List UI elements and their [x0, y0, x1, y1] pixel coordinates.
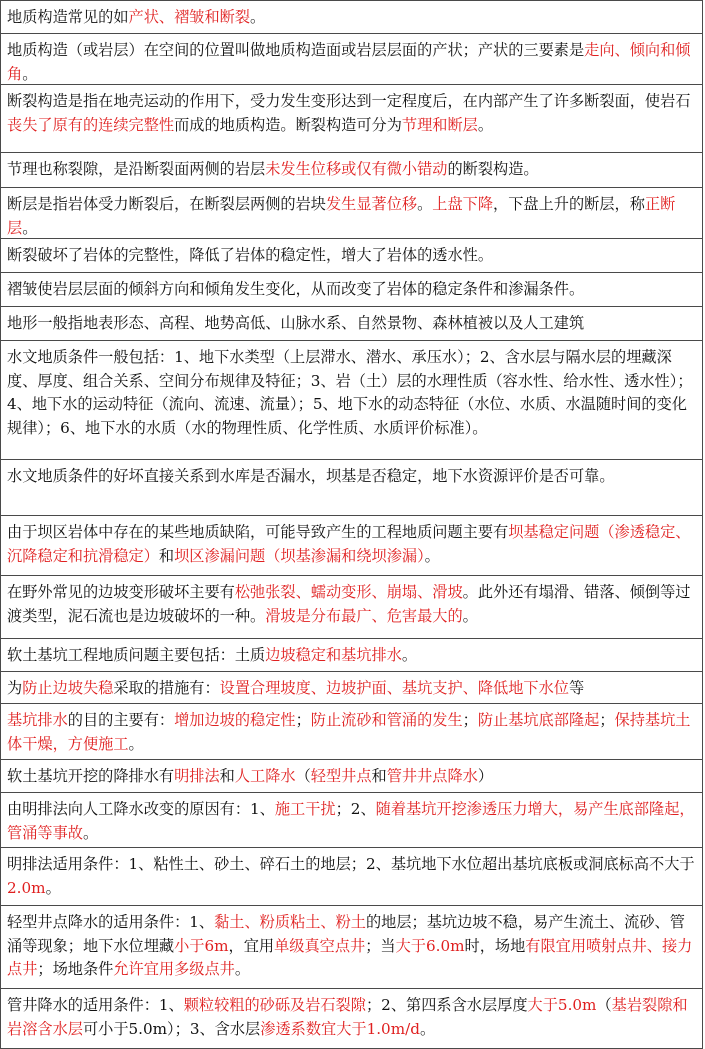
text-segment: 。: [419, 1019, 436, 1038]
highlighted-text: 颗粒较粗的砂砾及岩石裂隙: [183, 996, 366, 1014]
text-segment: 的断裂构造。: [447, 160, 539, 178]
highlighted-text: 边坡稳定和基坑排水: [265, 646, 402, 664]
table-row: [1, 85, 702, 153]
text-segment: 。此外还有塌滑、错落、倾倒等过渡类型，泥石流也是边坡破坏的一种。: [7, 583, 691, 625]
highlighted-text: 管井井点降水: [386, 767, 478, 785]
text-segment: 由于坝区岩体中存在的某些地质缺陷，可能导致产生的工程地质问题主要有: [7, 523, 509, 541]
highlighted-text: 增加边坡的稳定性: [174, 711, 296, 729]
highlighted-text: 允许宜用多级点井: [113, 960, 235, 978]
text-segment: （: [295, 767, 311, 785]
text-segment: 和: [158, 546, 175, 565]
highlighted-text: 滑坡是分布最广、危害最大的: [265, 606, 463, 625]
text-segment: ；: [295, 711, 311, 729]
table-row: [1, 34, 702, 85]
table-row: [1, 906, 702, 989]
text-segment: 。: [45, 878, 61, 897]
highlighted-text: 松弛张裂、蠕动变形、崩塌、滑坡: [234, 583, 463, 601]
table-row: [1, 516, 702, 576]
highlighted-text: 防止流砂和管涌的发生: [310, 711, 463, 729]
table-row: [1, 704, 702, 760]
table-row: [1, 341, 702, 460]
highlighted-text: 走向、倾向和倾角: [7, 41, 691, 83]
text-segment: 。: [82, 823, 99, 842]
text-segment: ；当: [365, 936, 396, 955]
text-segment: 和: [371, 767, 387, 785]
text-segment: 地形一般指地表形态、高程、地势高低、山脉水系、自然景物、森林植被以及人工建筑: [7, 314, 585, 332]
text-segment: 管井降水的适用条件：1、: [7, 996, 184, 1014]
highlighted-text: 黏土、粉质粘土、粉土: [214, 913, 366, 931]
text-segment: 地质构造常见的如: [7, 8, 129, 26]
table-row: [1, 672, 702, 704]
highlighted-text: 2.0m: [7, 878, 46, 897]
text-segment: 轻型井点降水的适用条件：1、: [7, 913, 215, 931]
highlighted-text: 坝基稳定问题（渗透稳定、沉降稳定和抗滑稳定）: [7, 523, 691, 565]
highlighted-text: 设置合理坡度、边坡护面、基坑支护、降低地下水位: [219, 679, 569, 697]
text-segment: 。: [128, 734, 144, 753]
text-segment: ；: [599, 711, 615, 729]
text-segment: ）: [477, 767, 493, 785]
text-segment: 。: [417, 195, 433, 213]
text-segment: 。: [424, 546, 440, 565]
table-row: [1, 793, 702, 848]
text-segment: ，下盘上升的断层，称: [493, 195, 645, 213]
text-segment: 的地层；基坑边坡不稳，易产生流土、流砂、管涌等现象；地下水位埋藏: [7, 913, 685, 955]
highlighted-text: 上盘下降: [432, 195, 493, 213]
table-row: [1, 1, 702, 34]
table-row: [1, 639, 702, 672]
text-segment: 的目的主要有：: [67, 711, 175, 729]
highlighted-text: 产状、褶皱和断裂: [128, 8, 250, 26]
highlighted-text: 节理和断层: [401, 115, 478, 134]
highlighted-text: 施工干扰: [274, 800, 336, 818]
text-segment: 等: [568, 679, 585, 697]
text-segment: 。: [22, 64, 38, 83]
table-row: [1, 460, 702, 516]
highlighted-text: 基坑排水: [7, 711, 68, 729]
text-segment: 。: [234, 960, 250, 978]
text-segment: 。: [250, 8, 266, 26]
table-row: [1, 188, 702, 239]
text-segment: ；2、: [335, 800, 376, 818]
table-row: [1, 239, 702, 273]
table-row: [1, 989, 702, 1049]
text-segment: 为: [7, 679, 23, 697]
text-segment: 在野外常见的边坡变形破坏主要有: [7, 583, 235, 601]
text-segment: 由明排法向人工降水改变的原因有：1、: [7, 800, 275, 818]
text-segment: ；场地条件: [37, 960, 114, 978]
text-segment: 水文地质条件的好坏直接关系到水库是否漏水，坝基是否稳定，地下水资源评价是否可靠。: [7, 467, 615, 485]
text-segment: 和: [219, 767, 235, 785]
text-segment: 采取的措施有：: [113, 679, 220, 697]
table-row: [1, 273, 702, 307]
text-segment: 可小于5.0m）；3、含水层: [82, 1019, 261, 1038]
text-segment: 软土基坑开挖的降排水有: [7, 767, 175, 785]
highlighted-text: 渗透系数宜大于1.0m/d: [260, 1019, 420, 1038]
highlighted-text: 轻型井点: [310, 767, 372, 785]
text-segment: 断裂构造是指在地壳运动的作用下，受力发生变形达到一定程度后，在内部产生了许多断裂面，使岩石: [7, 92, 691, 110]
text-segment: 节理也称裂隙，是沿断裂面两侧的岩层: [7, 160, 266, 178]
highlighted-text: 未发生位移或仅有微小错动: [265, 160, 448, 178]
highlighted-text: 单级真空点井: [274, 936, 366, 955]
text-segment: ；: [462, 711, 478, 729]
text-segment: 断层是指岩体受力断裂后，在断裂层两侧的岩块: [7, 195, 326, 213]
table-row: [1, 760, 702, 793]
highlighted-text: 小于6m: [174, 936, 229, 955]
highlighted-text: 大于6.0m: [395, 936, 465, 955]
highlighted-text: 正断层: [7, 195, 676, 237]
text-segment: （: [596, 996, 612, 1014]
highlighted-text: 大于5.0m: [527, 996, 597, 1014]
highlighted-text: 保持基坑土体干燥，方便施工: [7, 711, 691, 753]
table-row: [1, 307, 702, 341]
text-segment: 而成的地质构造。断裂构造可分为: [174, 115, 402, 134]
text-segment: 。: [22, 218, 38, 237]
text-segment: 软土基坑工程地质问题主要包括：土质: [7, 646, 266, 664]
text-segment: 明排法适用条件：1、粘性土、砂土、碎石土的地层；2、基坑地下水位超出基坑底板或洞底标高不大于: [7, 855, 695, 873]
text-segment: ；2、第四系含水层厚度: [365, 996, 528, 1014]
table-row: [1, 576, 702, 639]
text-segment: 。: [477, 115, 493, 134]
highlighted-text: 丧失了原有的连续完整性: [7, 115, 175, 134]
text-segment: 。: [401, 646, 418, 664]
text-segment: 褶皱使岩层层面的倾斜方向和倾角发生变化，从而改变了岩体的稳定条件和渗漏条件。: [7, 280, 585, 298]
highlighted-text: 发生显著位移: [325, 195, 418, 213]
table-row: [1, 848, 702, 906]
text-segment: 断裂破坏了岩体的完整性，降低了岩体的稳定性，增大了岩体的透水性。: [7, 246, 493, 264]
text-segment: 水文地质条件一般包括：1、地下水类型（上层滞水、潜水、承压水）；2、含水层与隔水层的埋藏深度、厚度、组合关系、空间分布规律及特征；3、岩（土）层的水理性质（容水性、给水性、透水性）；4、地下水的运动特征（流向、流速、流量）；5、地下水的动态特征（水位、水质、水温随时间的变化规律）；6、地下水的水质（水的物理性质、化学性质、水质评价标准）。: [7, 348, 693, 437]
highlighted-text: 坝区渗漏问题（坝基渗漏和绕坝渗漏）: [174, 546, 425, 565]
highlighted-text: 防止基坑底部隆起: [477, 711, 600, 729]
highlighted-text: 有限宜用喷射点井、接力点井: [7, 936, 693, 978]
highlighted-text: 明排法: [174, 767, 220, 785]
highlighted-text: 随着基坑开挖渗透压力增大，易产生底部隆起，管涌等事故: [7, 800, 695, 842]
highlighted-text: 防止边坡失稳: [22, 679, 114, 697]
table-row: [1, 153, 702, 188]
text-segment: 。: [462, 606, 478, 625]
text-segment: 地质构造（或岩层）在空间的位置叫做地质构造面或岩层层面的产状；产状的三要素是: [7, 41, 585, 59]
text-segment: 时，场地: [464, 936, 526, 955]
highlighted-text: 人工降水: [234, 767, 296, 785]
text-segment: ，宜用: [228, 936, 275, 955]
highlighted-text: 基岩裂隙和岩溶含水层: [7, 996, 688, 1038]
